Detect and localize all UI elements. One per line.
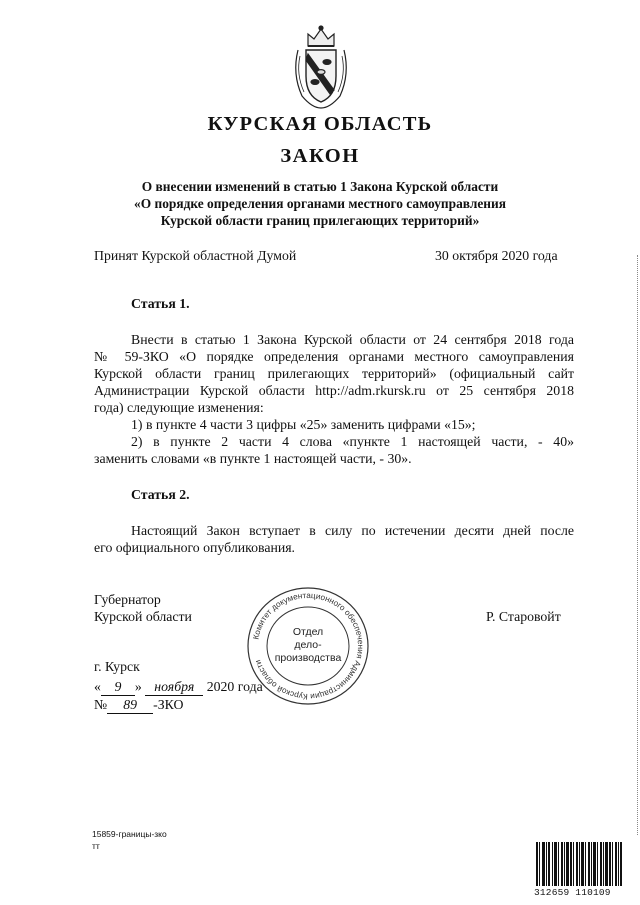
article-1-line: Курской области границ прилегающих территорий» (официальный сайт xyxy=(94,366,574,381)
governor-title: Губернатор xyxy=(94,592,161,607)
barcode-number: 312659 110109 xyxy=(534,887,611,898)
coat-of-arms-emblem xyxy=(288,24,354,110)
article-1-item-2-line: заменить словами «в пункте 1 настоящей части, - 30». xyxy=(94,451,412,466)
date-month: ноября xyxy=(145,679,203,696)
governor-region: Курской области xyxy=(94,609,192,624)
number-suffix: -ЗКО xyxy=(153,697,184,712)
signing-city: г. Курск xyxy=(94,659,140,674)
stamp-ring-text: Комитет документационного обеспечения Администрации Курской области xyxy=(251,590,366,702)
date-day: 9 xyxy=(101,679,135,696)
article-1-line: № 59-ЗКО «О порядке определения органами местного самоуправления xyxy=(94,349,574,364)
subject-line: О внесении изменений в статью 1 Закона Курской области xyxy=(141,179,499,194)
initials: тт xyxy=(92,841,100,851)
stamp-line-1: Отдел xyxy=(292,626,324,638)
article-1-line: Администрации Курской области http://adm.rkursk.ru от 25 сентября 2018 xyxy=(94,383,574,398)
document-type-title: ЗАКОН xyxy=(280,145,360,167)
subject-line: «О порядке определения органами местного самоуправления xyxy=(134,196,506,211)
stamp-line-2: дело- xyxy=(294,639,322,651)
number-label: № xyxy=(94,697,108,712)
article-1-item-1: 1) в пункте 4 части 3 цифры «25» заменить цифрами «15»; xyxy=(131,417,476,432)
date-quote-open: « xyxy=(94,679,101,694)
stamp-line-3: производства xyxy=(274,652,342,664)
file-code: 15859-границы-зко xyxy=(92,829,167,839)
article-1-heading: Статья 1. xyxy=(131,296,190,311)
date-year: 2020 года xyxy=(206,679,263,694)
number-value: 89 xyxy=(107,697,153,714)
adopted-by: Принят Курской областной Думой xyxy=(94,248,297,263)
article-1-line: года) следующие изменения: xyxy=(94,400,264,415)
region-title: КУРСКАЯ ОБЛАСТЬ xyxy=(207,113,433,135)
governor-name: Р. Старовойт xyxy=(486,609,561,624)
law-subject xyxy=(90,178,550,229)
article-2-line: Настоящий Закон вступает в силу по истечении десяти дней после xyxy=(131,523,574,538)
law-number xyxy=(94,697,184,714)
subject-line: Курской области границ прилегающих территорий» xyxy=(160,213,480,228)
date-quote-close: » xyxy=(134,679,142,694)
article-2-heading: Статья 2. xyxy=(131,487,190,502)
office-stamp xyxy=(246,585,370,707)
article-2-line: его официального опубликования. xyxy=(94,540,296,555)
adopted-date: 30 октября 2020 года xyxy=(435,248,558,263)
signing-date xyxy=(94,679,263,696)
scan-edge-divider xyxy=(635,255,638,835)
article-1-item-2-line: 2) в пункте 2 части 4 слова «пункте 1 настоящей части, - 40» xyxy=(131,434,574,449)
article-1-line: Внести в статью 1 Закона Курской области от 24 сентября 2018 года xyxy=(131,332,574,347)
